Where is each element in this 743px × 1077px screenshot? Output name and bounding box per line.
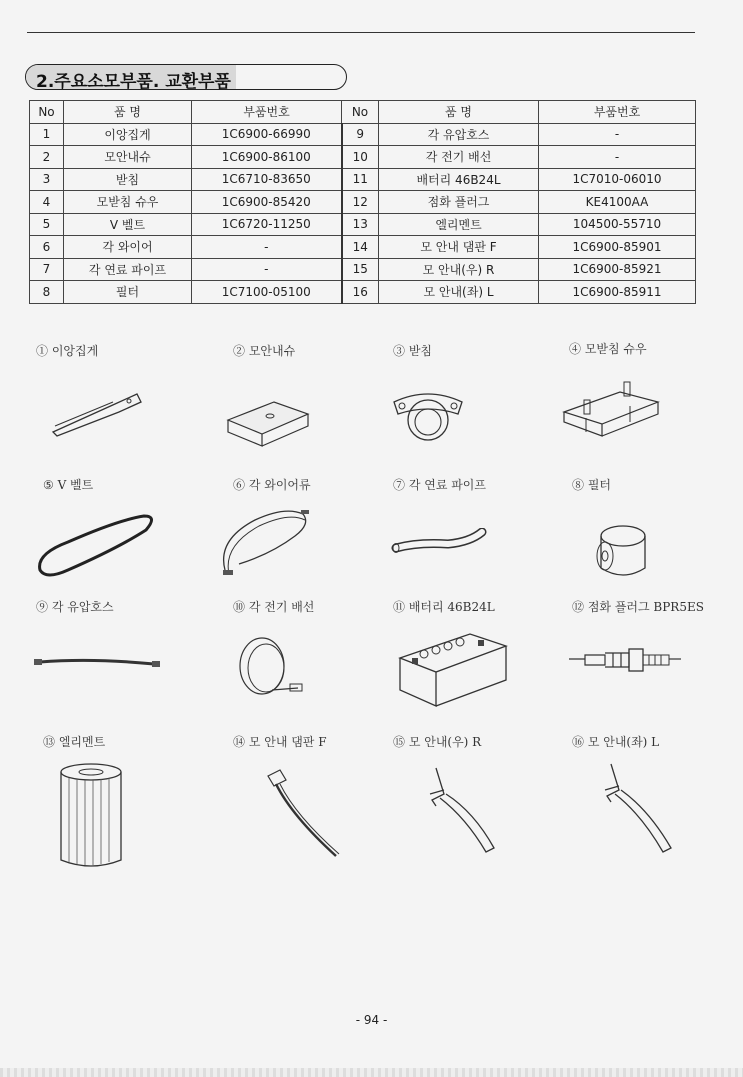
caption-element: ⑬ 엘리멘트	[43, 735, 106, 749]
hydraulic-hose-illustration	[32, 650, 162, 674]
header-no: No	[30, 101, 64, 124]
cell-no: 11	[342, 168, 379, 191]
table-row	[30, 258, 696, 281]
caption-fuel-pipes: ⑦ 각 연료 파이프	[393, 478, 486, 492]
table-header-row	[30, 101, 696, 124]
table-row	[30, 191, 696, 214]
guide-left-illustration	[597, 760, 677, 860]
caption-seedling-support-shoe: ④ 모받침 슈우	[569, 342, 647, 356]
cell-no: 16	[342, 281, 379, 304]
caption-battery: ⑪ 배터리 46B24L	[393, 600, 495, 614]
cell-name: 각 와이어	[64, 236, 192, 259]
cell-name: 엘리멘트	[379, 213, 539, 236]
guide-right-illustration	[422, 764, 502, 860]
scan-edge-strip	[0, 1068, 743, 1077]
cell-part: -	[192, 258, 342, 281]
page-number: - 94 -	[355, 1013, 388, 1027]
cell-part: 1C6710-83650	[192, 168, 342, 191]
parts-table	[29, 100, 696, 304]
cell-no: 9	[342, 123, 379, 146]
cell-no: 13	[342, 213, 379, 236]
caption-spark-plug: ⑫ 점화 플러그 BPR5ES	[572, 600, 704, 614]
cell-name: 모 안내 댐판 F	[379, 236, 539, 259]
caption-seedling-guide-shoe: ② 모안내슈	[233, 344, 296, 358]
caption-v-belt: ⑤ V 벨트	[43, 478, 94, 492]
cell-part: 104500-55710	[539, 213, 696, 236]
filter-illustration	[585, 518, 665, 588]
cell-no: 2	[30, 146, 64, 169]
cell-name: 이앙집게	[64, 123, 192, 146]
cell-part: 1C6900-85420	[192, 191, 342, 214]
cell-no: 6	[30, 236, 64, 259]
transplant-claw-illustration	[45, 382, 145, 442]
table-row	[30, 213, 696, 236]
electric-wiring-illustration	[232, 630, 308, 704]
caption-hydraulic-hoses: ⑨ 각 유압호스	[36, 600, 114, 614]
cell-part: -	[192, 236, 342, 259]
cell-part: 1C7010-06010	[539, 168, 696, 191]
guide-damper-f-illustration	[262, 766, 342, 862]
section-title: 2.주요소모부품. 교환부품	[36, 72, 231, 90]
cell-part: KE4100AA	[539, 191, 696, 214]
wires-illustration	[215, 500, 315, 584]
spark-plug-illustration	[565, 645, 685, 675]
caption-filter: ⑧ 필터	[572, 478, 611, 492]
caption-guide-damper-f: ⑭ 모 안내 댐판 F	[233, 735, 327, 749]
cell-part: 1C6900-66990	[192, 123, 342, 146]
caption-support: ③ 받침	[393, 344, 432, 358]
cell-name: V 벨트	[64, 213, 192, 236]
caption-guide-left: ⑯ 모 안내(좌) L	[572, 735, 660, 749]
cell-part: -	[539, 123, 696, 146]
cell-name: 필터	[64, 281, 192, 304]
cell-part: -	[539, 146, 696, 169]
cell-no: 8	[30, 281, 64, 304]
caption-guide-right: ⑮ 모 안내(우) R	[393, 735, 482, 749]
cell-name: 각 유압호스	[379, 123, 539, 146]
element-illustration	[55, 762, 127, 874]
cell-part: 1C6720-11250	[192, 213, 342, 236]
header-part-right: 부품번호	[539, 101, 696, 124]
header-part: 부품번호	[192, 101, 342, 124]
cell-name: 배터리 46B24L	[379, 168, 539, 191]
caption-electric-wiring: ⑩ 각 전기 배선	[233, 600, 315, 614]
cell-name: 모 안내(좌) L	[379, 281, 539, 304]
seedling-support-shoe-illustration	[558, 378, 662, 444]
header-no-right: No	[342, 101, 379, 124]
cell-name: 모 안내(우) R	[379, 258, 539, 281]
cell-part: 1C7100-05100	[192, 281, 342, 304]
cell-name: 각 연료 파이프	[64, 258, 192, 281]
cell-name: 받침	[64, 168, 192, 191]
cell-part: 1C6900-85911	[539, 281, 696, 304]
table-row	[30, 236, 696, 259]
cell-part: 1C6900-86100	[192, 146, 342, 169]
table-row	[30, 168, 696, 191]
header-name: 품 명	[64, 101, 192, 124]
support-illustration	[388, 378, 468, 450]
cell-no: 14	[342, 236, 379, 259]
table-row	[30, 146, 696, 169]
section-title-tab	[25, 64, 347, 90]
cell-no: 12	[342, 191, 379, 214]
cell-no: 1	[30, 123, 64, 146]
header-name-right: 품 명	[379, 101, 539, 124]
table-row	[30, 281, 696, 304]
cell-no: 15	[342, 258, 379, 281]
cell-name: 각 전기 배선	[379, 146, 539, 169]
seedling-guide-shoe-illustration	[222, 392, 312, 447]
cell-part: 1C6900-85901	[539, 236, 696, 259]
caption-transplant-claw: ① 이앙집게	[36, 344, 99, 358]
v-belt-illustration	[32, 508, 160, 584]
cell-part: 1C6900-85921	[539, 258, 696, 281]
cell-no: 3	[30, 168, 64, 191]
fuel-pipe-illustration	[388, 528, 488, 568]
cell-name: 모안내슈	[64, 146, 192, 169]
table-row	[30, 123, 696, 146]
top-rule	[27, 32, 695, 33]
cell-no: 5	[30, 213, 64, 236]
caption-wires: ⑥ 각 와이어류	[233, 478, 311, 492]
cell-name: 모받침 슈우	[64, 191, 192, 214]
cell-no: 7	[30, 258, 64, 281]
cell-name: 점화 플러그	[379, 191, 539, 214]
cell-no: 4	[30, 191, 64, 214]
cell-no: 10	[342, 146, 379, 169]
battery-illustration	[392, 618, 512, 712]
